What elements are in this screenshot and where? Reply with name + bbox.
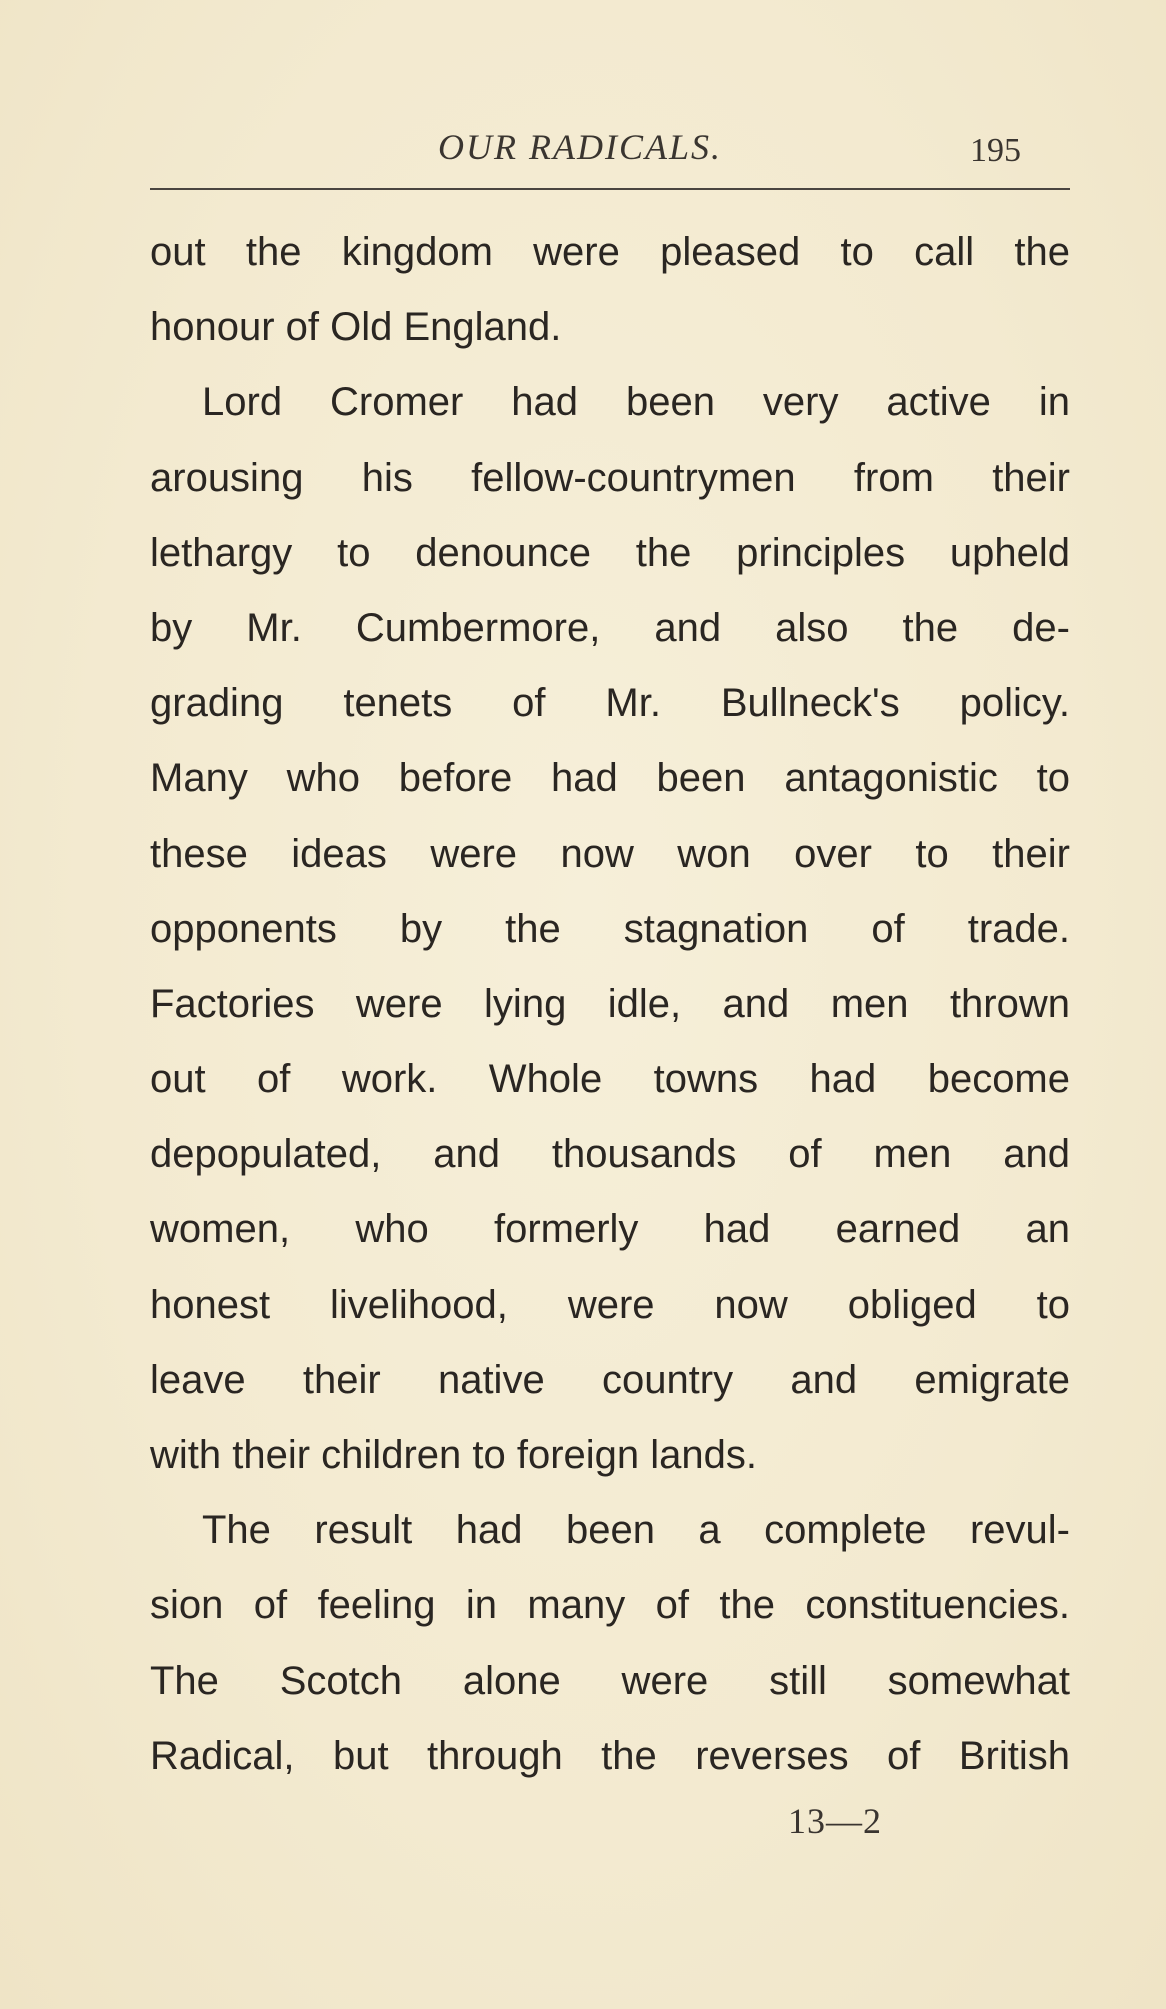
text-line: lethargy to denounce the principles upheld — [150, 530, 1070, 575]
text-line: these ideas were now won over to their — [150, 831, 1070, 876]
text-line: leave their native country and emigrate — [150, 1357, 1070, 1402]
text-line: out of work. Whole towns had become — [150, 1057, 1070, 1102]
signature-mark: 13—2 — [788, 1801, 882, 1841]
text-line: sion of feeling in many of the constituencies. — [150, 1583, 1070, 1628]
text-line: The Scotch alone were still somewhat — [150, 1658, 1070, 1703]
running-head — [150, 118, 1070, 178]
text-line: women, who formerly had earned an — [150, 1207, 1070, 1252]
text-line: honest livelihood, were now obliged to — [150, 1282, 1070, 1327]
text-line: Factories were lying idle, and men thrown — [150, 981, 1070, 1026]
text-line: The result had been a complete revul- — [202, 1508, 1070, 1553]
text-line: Lord Cromer had been very active in — [202, 380, 1070, 425]
text-line: depopulated, and thousands of men and — [150, 1132, 1070, 1177]
text-line: Radical, but through the reverses of British — [150, 1733, 1070, 1778]
text-line: honour of Old England. — [150, 305, 562, 350]
text-line: grading tenets of Mr. Bullneck's policy. — [150, 681, 1070, 726]
text-line: Many who before had been antagonistic to — [150, 756, 1070, 801]
text-line: with their children to foreign lands. — [150, 1433, 757, 1477]
body-text — [150, 215, 1070, 1794]
page-number: 195 — [970, 132, 1021, 169]
running-title: OUR RADICALS. — [438, 127, 722, 167]
text-line: out the kingdom were pleased to call the — [150, 230, 1070, 274]
text-line: opponents by the stagnation of trade. — [150, 906, 1070, 951]
text-line: arousing his fellow-countrymen from their — [150, 455, 1070, 500]
header-rule — [150, 188, 1070, 190]
text-line: by Mr. Cumbermore, and also the de- — [150, 605, 1070, 650]
